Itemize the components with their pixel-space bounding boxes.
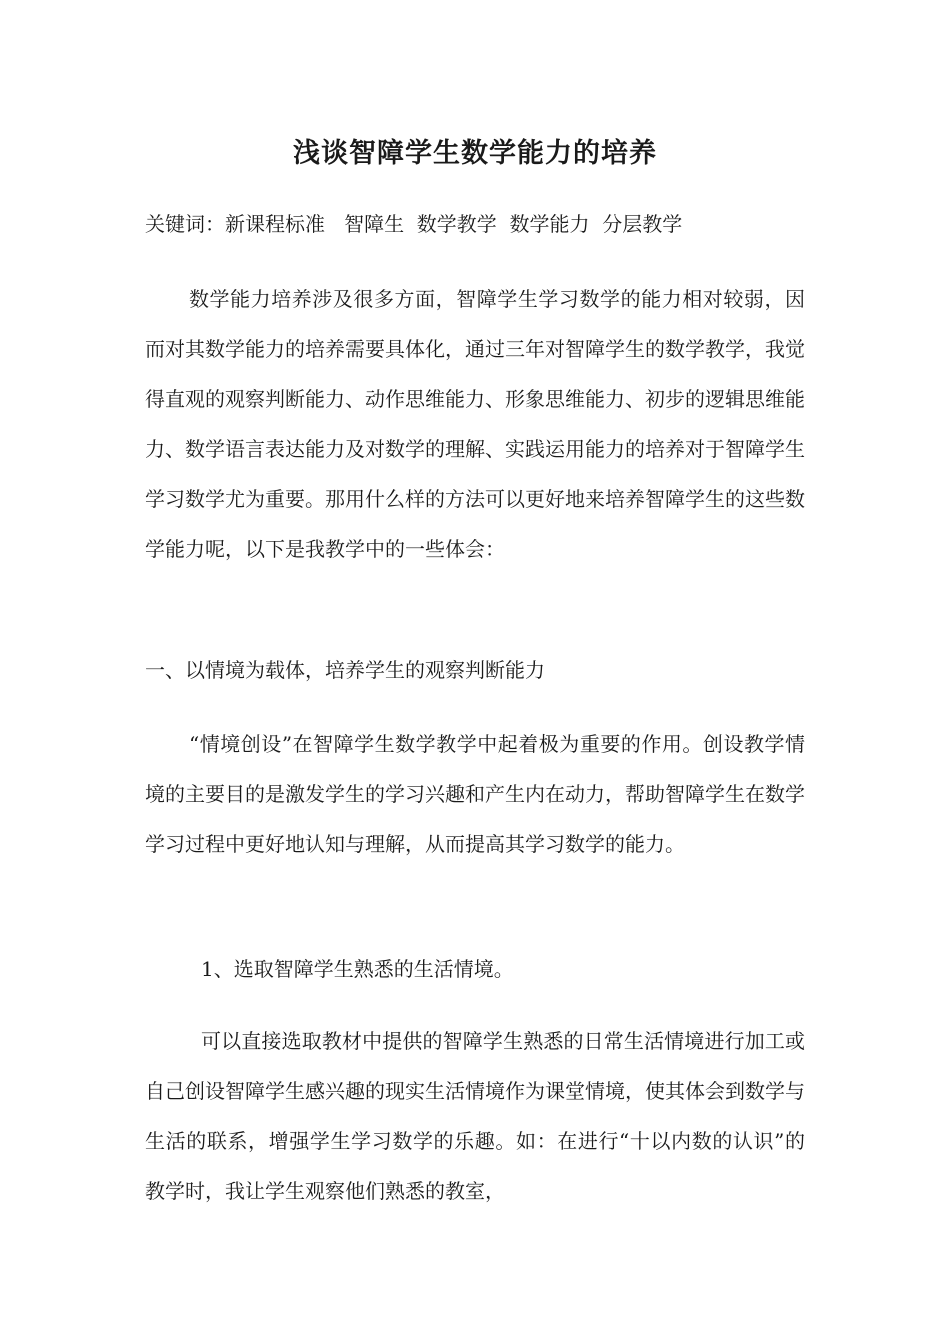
subsection-1-paragraph: 可以直接选取教材中提供的智障学生熟悉的日常生活情境进行加工或自己创设智障学生感兴趣的现实生活情境作为课堂情境，使其体会到数学与生活的联系，增强学生学习数学的乐趣。如：在进行“十以内数的认识”的教学时，我让学生观察他们熟悉的教室， [145,1029,805,1203]
keywords-line: 关键词：新课程标准 智障生 数学教学 数学能力 分层教学 [145,212,683,236]
section-1-paragraph: “情境创设”在智障学生数学教学中起着极为重要的作用。创设教学情境的主要目的是激发学生的学习兴趣和产生内在动力，帮助智障学生在数学学习过程中更好地认知与理解，从而提高其学习数学的能力。 [145,732,805,856]
subsection-heading-1: 1、选取智障学生熟悉的生活情境。 [201,957,514,981]
section-heading-1: 一、以情境为载体，培养学生的观察判断能力 [145,658,545,682]
intro-paragraph: 数学能力培养涉及很多方面，智障学生学习数学的能力相对较弱，因而对其数学能力的培养需要具体化，通过三年对智障学生的数学教学，我觉得直观的观察判断能力、动作思维能力、形象思维能力、初步的逻辑思维能力、数学语言表达能力及对数学的理解、实践运用能力的培养对于智障学生学习数学尤为重要。那用什么样的方法可以更好地来培养智障学生的这些数学能力呢，以下是我教学中的一些体会： [145,287,805,561]
document-title: 浅谈智障学生数学能力的培养 [293,138,657,169]
